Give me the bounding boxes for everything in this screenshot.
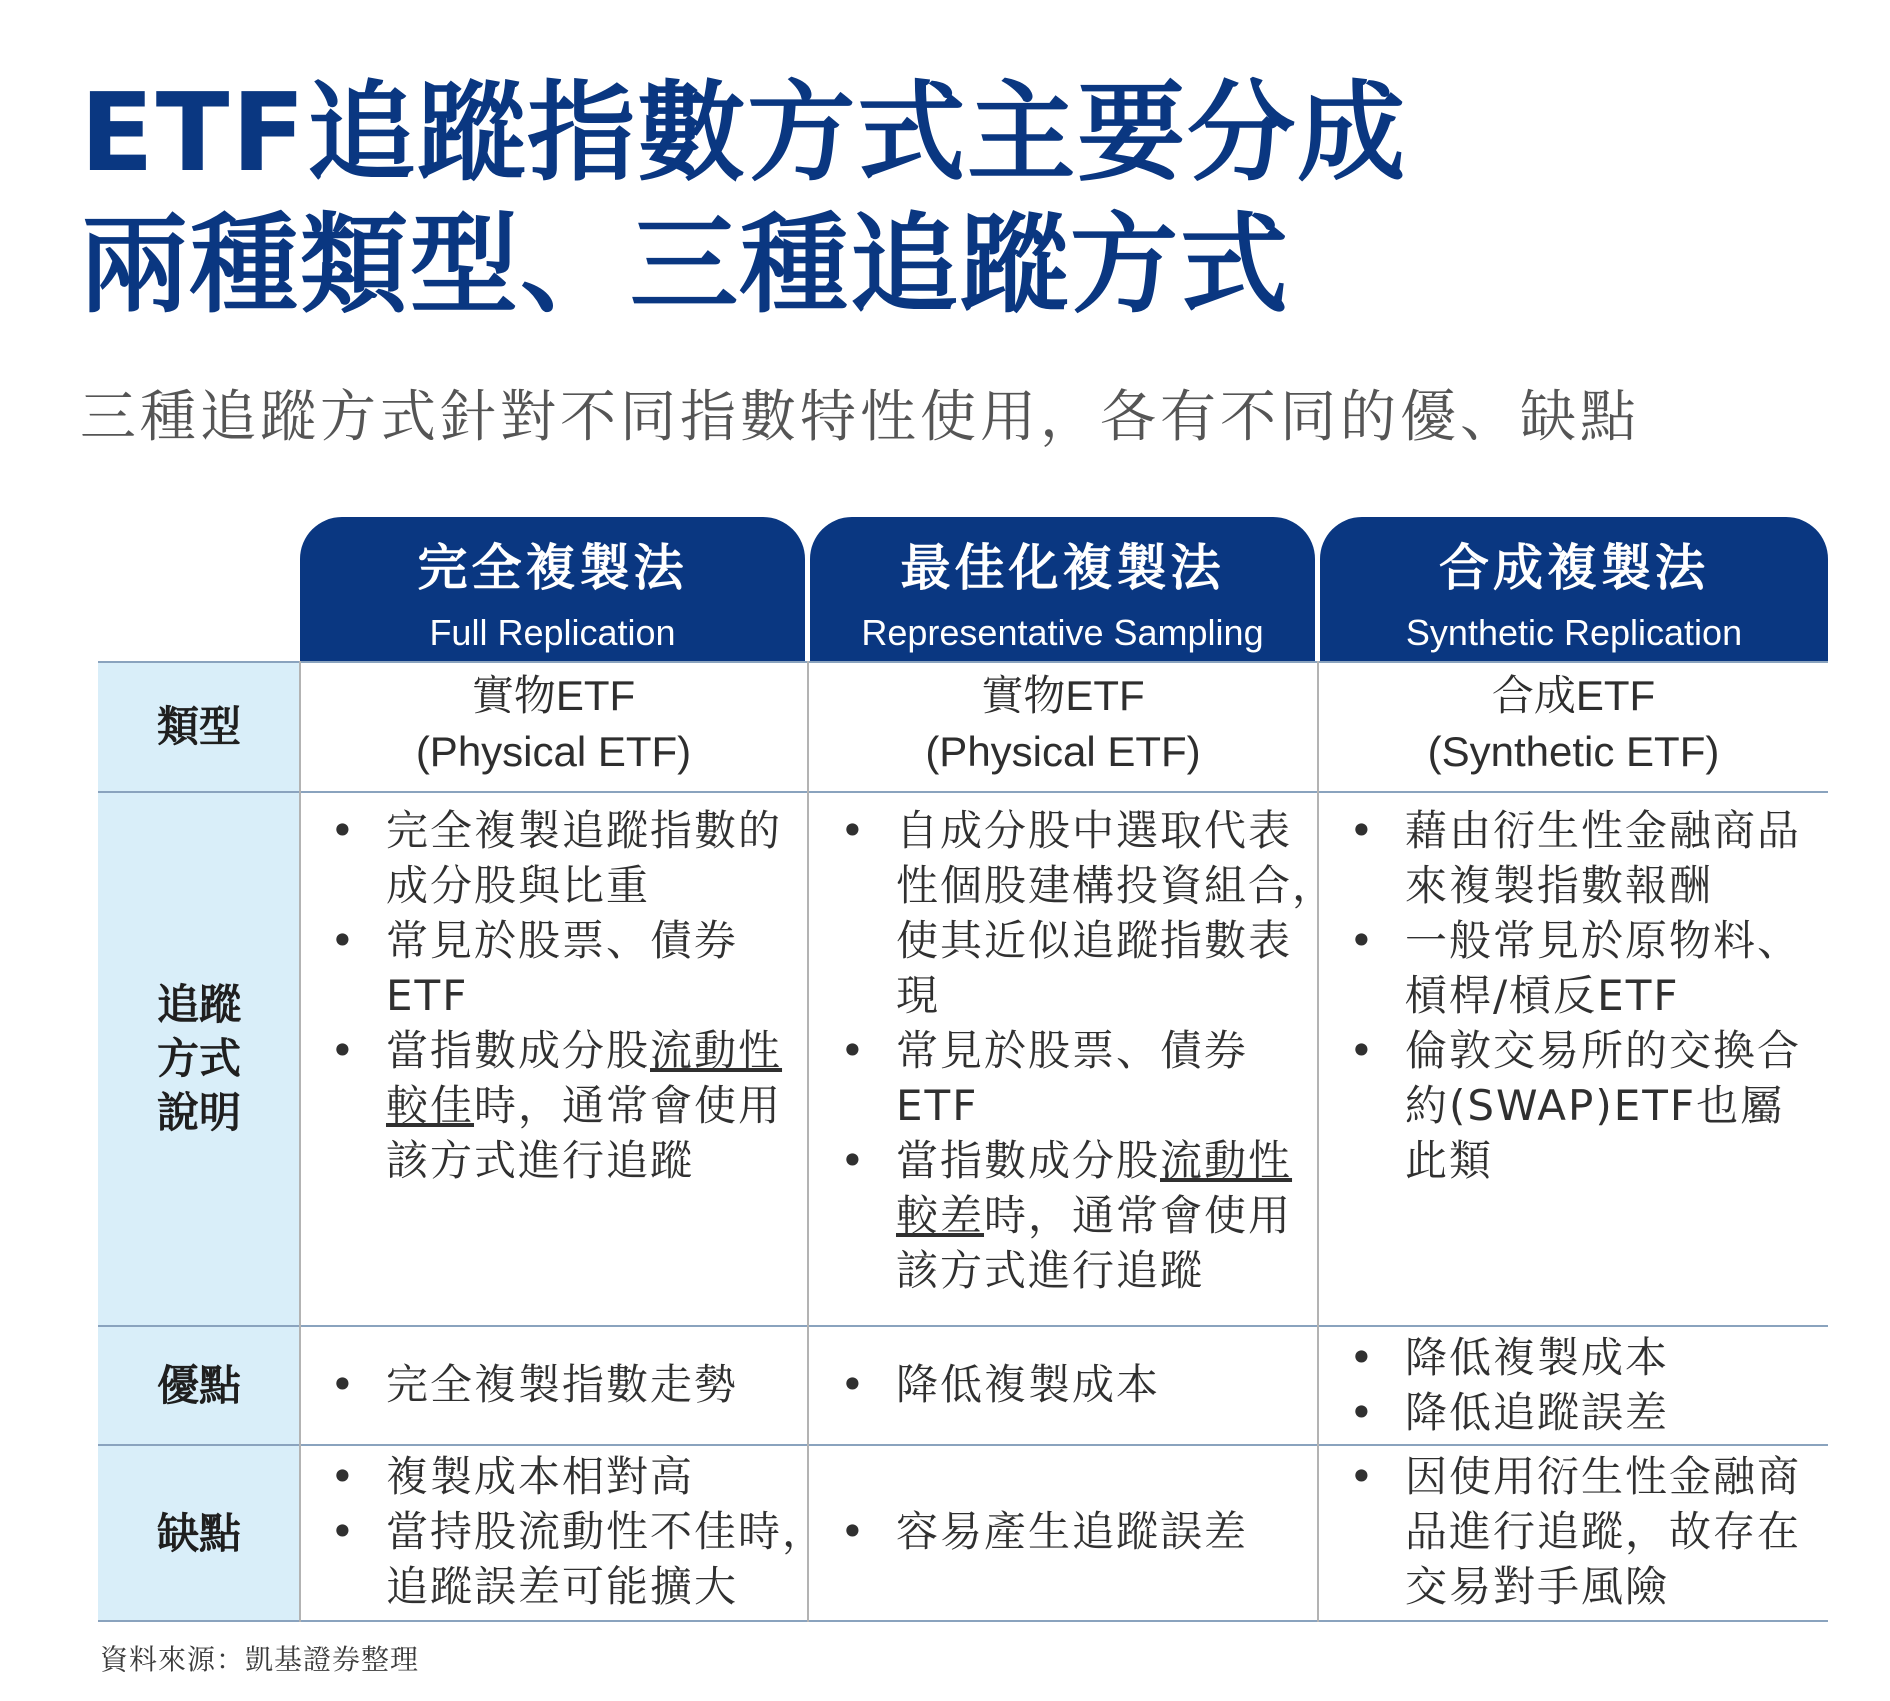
text-line: • 常見於股票、債券 xyxy=(386,916,739,965)
underlined-text: 流動性 xyxy=(650,1026,783,1075)
header-zh: 最佳化複製法 xyxy=(900,540,1225,596)
cons-list-synthetic xyxy=(1349,1449,1801,1614)
list-item xyxy=(840,1023,1336,1133)
text-line xyxy=(896,1133,1336,1188)
column-divider xyxy=(299,661,301,1622)
text-line xyxy=(386,1023,782,1078)
row-label-method xyxy=(98,793,300,1325)
text-line: • 複製成本相對高 xyxy=(386,1452,695,1501)
text-line: • 降低複製成本 xyxy=(896,1360,1161,1409)
type-line: (Physical ETF) xyxy=(415,728,692,775)
text-line: • 一般常見於原物料、 xyxy=(1405,916,1802,965)
header-synthetic-replication xyxy=(1320,517,1828,663)
text-line: • 常見於股票、債券 xyxy=(896,1026,1249,1075)
underlined-text: 較佳 xyxy=(386,1081,475,1130)
list-item xyxy=(840,1357,1160,1412)
title-line-1: ETF追蹤指數方式主要分成 xyxy=(80,71,1408,196)
header-zh: 合成複製法 xyxy=(1439,540,1709,596)
row-label-cons: 缺點 xyxy=(98,1446,300,1621)
list-item xyxy=(1349,1330,1669,1385)
list-item xyxy=(840,1504,1248,1559)
header-representative-sampling xyxy=(810,517,1315,663)
type-line: 實物ETF xyxy=(981,672,1145,719)
list-item xyxy=(840,803,1336,1023)
text-line: • 因使用衍生性金融商 xyxy=(1405,1452,1802,1501)
underlined-text: 流動性 xyxy=(1160,1136,1293,1185)
text-line xyxy=(896,1188,1336,1243)
text-line: • 降低追蹤誤差 xyxy=(1405,1388,1670,1437)
text-line: 槓桿/槓反ETF xyxy=(1405,971,1680,1020)
list-item xyxy=(840,1133,1336,1298)
underlined-text: 較差 xyxy=(896,1191,985,1240)
text-line: • 藉由衍生性金融商品 xyxy=(1405,806,1802,855)
list-item xyxy=(330,803,782,913)
list-item xyxy=(1349,913,1801,1023)
text-run: 時，通常會使用 xyxy=(474,1081,783,1130)
text-run: 當指數成分股 xyxy=(896,1136,1161,1185)
method-list-synthetic xyxy=(1349,803,1801,1188)
text-line: 品進行追蹤，故存在 xyxy=(1405,1507,1802,1556)
text-line: 約(SWAP)ETF也屬 xyxy=(1405,1081,1785,1130)
row-label-type: 類型 xyxy=(98,662,300,791)
list-item xyxy=(330,1449,826,1504)
table-rule xyxy=(98,1325,1828,1327)
type-line: (Physical ETF) xyxy=(925,728,1201,775)
text-line: • 自成分股中選取代表 xyxy=(896,806,1293,855)
text-line: • 完全複製追蹤指數的 xyxy=(386,806,783,855)
cell-type-full xyxy=(300,668,807,792)
text-line: 追蹤誤差可能擴大 xyxy=(386,1562,739,1611)
row-label-pros: 優點 xyxy=(98,1327,300,1444)
text-line: • 倫敦交易所的交換合 xyxy=(1405,1026,1802,1075)
row-label-line: 說明 xyxy=(156,1088,241,1137)
text-run: 當指數成分股 xyxy=(386,1026,651,1075)
source-note: 資料來源：凱基證券整理 xyxy=(100,1643,420,1676)
type-line: 合成ETF xyxy=(1491,672,1656,719)
text-line: 成分股與比重 xyxy=(386,861,651,910)
pros-list-full xyxy=(330,1357,738,1412)
table-rule xyxy=(98,661,1828,663)
text-line: 該方式進行追蹤 xyxy=(386,1136,695,1185)
type-line: (Synthetic ETF) xyxy=(1427,728,1720,775)
text-line: • 當持股流動性不佳時， xyxy=(386,1507,827,1556)
type-line: 實物ETF xyxy=(471,672,636,719)
list-item xyxy=(1349,1449,1801,1614)
header-en: Full Replication xyxy=(429,612,676,653)
list-item xyxy=(330,913,782,1023)
cell-type-sampling xyxy=(809,668,1317,792)
text-line: ETF xyxy=(896,1081,979,1130)
header-en: Representative Sampling xyxy=(861,612,1264,653)
text-line: 交易對手風險 xyxy=(1405,1562,1670,1611)
text-line: ETF xyxy=(386,971,469,1020)
text-line: 現 xyxy=(896,971,941,1020)
list-item xyxy=(1349,803,1801,913)
cons-list-full xyxy=(330,1449,826,1614)
text-line: • 降低複製成本 xyxy=(1405,1333,1670,1382)
text-line: • 完全複製指數走勢 xyxy=(386,1360,739,1409)
table-rule xyxy=(98,1444,1828,1446)
row-label-line: 追蹤 xyxy=(156,980,241,1029)
header-zh: 完全複製法 xyxy=(417,540,688,596)
pros-list-sampling xyxy=(840,1357,1160,1412)
header-en: Synthetic Replication xyxy=(1405,612,1743,653)
subtitle: 三種追蹤方式針對不同指數特性使用，各有不同的優、缺點 xyxy=(80,385,1640,450)
text-line: 性個股建構投資組合， xyxy=(896,861,1337,910)
cell-type-synthetic xyxy=(1319,668,1828,792)
list-item xyxy=(1349,1385,1669,1440)
text-line: 來複製指數報酬 xyxy=(1405,861,1714,910)
list-item xyxy=(1349,1023,1801,1188)
page-title xyxy=(80,68,1407,332)
text-line: • 容易產生追蹤誤差 xyxy=(896,1507,1249,1556)
text-line: 此類 xyxy=(1405,1136,1494,1185)
method-list-full xyxy=(330,803,782,1188)
table-rule xyxy=(98,1620,1828,1622)
text-run: 時，通常會使用 xyxy=(984,1191,1293,1240)
text-line: 該方式進行追蹤 xyxy=(896,1246,1205,1295)
text-line: 使其近似追蹤指數表 xyxy=(896,916,1293,965)
header-full-replication xyxy=(300,517,805,663)
pros-list-synthetic xyxy=(1349,1330,1669,1440)
text-line xyxy=(386,1078,782,1133)
row-label-line: 方式 xyxy=(156,1034,241,1083)
title-line-2: 兩種類型、三種追蹤方式 xyxy=(80,203,1291,328)
method-list-sampling xyxy=(840,803,1336,1298)
list-item xyxy=(330,1504,826,1614)
list-item xyxy=(330,1357,738,1412)
cons-list-sampling xyxy=(840,1504,1248,1559)
list-item xyxy=(330,1023,782,1188)
